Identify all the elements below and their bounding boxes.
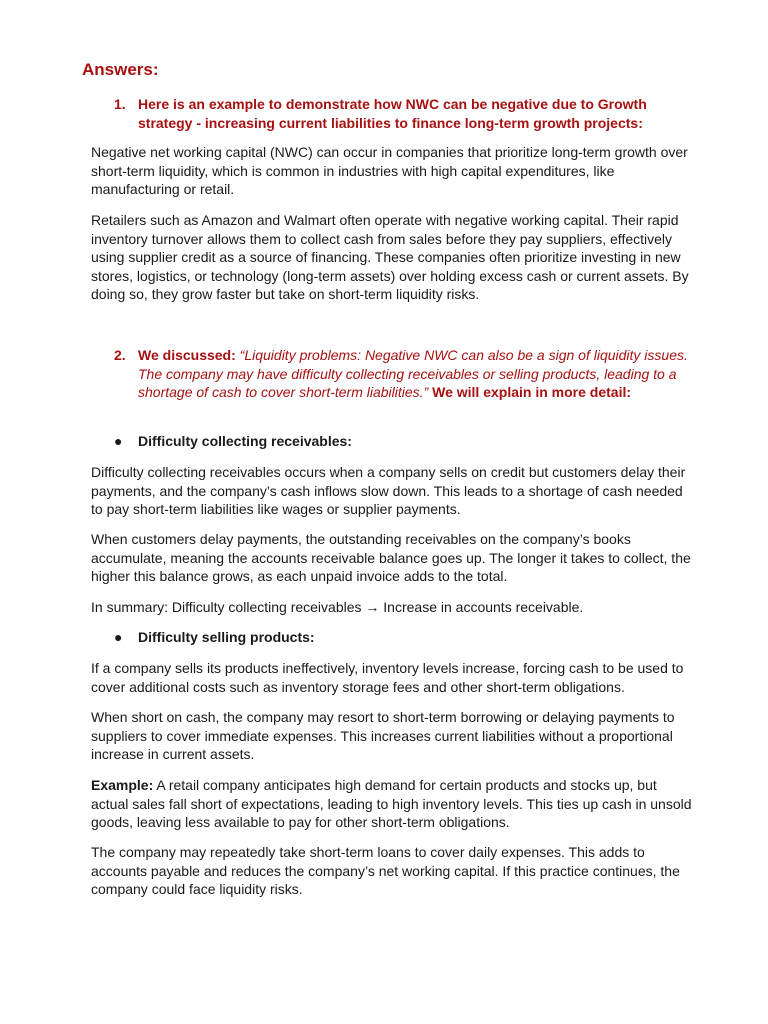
paragraph: Negative net working capital (NWC) can occur in companies that prioritize long-term growth over short-term liquidity, which is common in industries with high capital expenditures, like manufacturing or retail. (91, 144, 688, 197)
item-quote: “Liquidity problems: Negative NWC can also be a sign of liquidity issues. The company may have difficulty collecting receivables or selling products, leading to a shortage of cash to cover short-term liabilities.” (138, 347, 688, 400)
paragraph: In summary: Difficulty collecting receivables → Increase in accounts receivable. (91, 599, 584, 615)
bullet-label: Difficulty selling products: (138, 629, 315, 645)
paragraph: Retailers such as Amazon and Walmart often operate with negative working capital. Their rapid inventory turnover allows them to collect cash from sales before they pay suppliers, effectively using supplier credit as a source of financing. These companies often prioritize investing in new stores, logistics, or technology (long-term assets) over holding excess cash or current assets. By doing so, they grow faster but take on short-term liquidity risks. (91, 212, 689, 302)
bullet-icon: ● (114, 629, 123, 645)
item-number: 1. (114, 96, 126, 112)
example-lead: Example: (91, 777, 154, 793)
bullet-icon: ● (114, 433, 123, 449)
example-text: A retail company anticipates high demand for certain products and stocks up, but actual sales fall short of expectations, leading to high inventory levels. This ties up cash in unsold goods, leaving less available to pay for other short-term obligations. (91, 777, 692, 830)
bullet-label: Difficulty collecting receivables: (138, 433, 352, 449)
paragraph: If a company sells its products ineffectively, inventory levels increase, forcing cash to be used to cover additional costs such as inventory storage fees and other short-term obligations. (91, 660, 684, 695)
paragraph: When customers delay payments, the outstanding receivables on the company’s books accumulate, meaning the accounts receivable balance goes up. The longer it takes to collect, the higher this balance grows, as each unpaid invoice adds to the total. (91, 531, 691, 584)
paragraph: The company may repeatedly take short-term loans to cover daily expenses. This adds to accounts payable and reduces the company’s net working capital. If this practice continues, the company could face liquidity risks. (91, 844, 680, 897)
example-paragraph (91, 776, 695, 832)
item-tail: We will explain in more detail: (432, 384, 632, 400)
item-lead: We discussed: (138, 347, 236, 363)
paragraph: Difficulty collecting receivables occurs when a company sells on credit but customers delay their payments, and the company’s cash inflows slow down. This leads to a shortage of cash needed to pay short-term liabilities like wages or supplier payments. (91, 464, 686, 517)
answers-heading: Answers: (82, 60, 159, 79)
item-text: Here is an example to demonstrate how NWC can be negative due to Growth strategy - increasing current liabilities to finance long-term growth projects: (138, 96, 647, 131)
paragraph: When short on cash, the company may resort to short-term borrowing or delaying payments to suppliers to cover immediate expenses. This increases current liabilities without a proportional increase in current assets. (91, 709, 675, 762)
item-number: 2. (114, 347, 126, 363)
item-text (138, 346, 698, 402)
